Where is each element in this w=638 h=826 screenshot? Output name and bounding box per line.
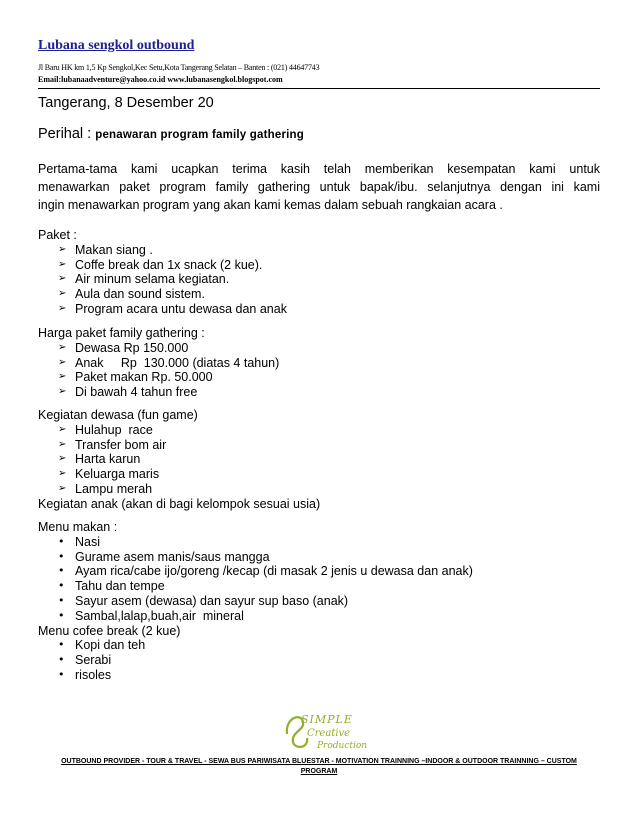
- bullet-dot-icon: •: [58, 593, 65, 607]
- bullet-dot-icon: •: [58, 638, 65, 652]
- footer: [38, 757, 600, 777]
- bullet-dot-icon: •: [58, 579, 65, 593]
- list-item: ➢ Paket makan Rp. 50.000: [58, 370, 213, 385]
- arrow-bullet-icon: ➢: [58, 482, 67, 494]
- bullet-dot-icon: •: [58, 608, 65, 622]
- company-address: Jl Baru HK km 1,5 Kp Sengkol,Kec Setu,Kota Tangerang Selatan – Banten : (021) 44647743: [38, 63, 320, 72]
- list-item: • Nasi: [58, 534, 101, 549]
- subject-label: Perihal :: [38, 126, 96, 142]
- list-item: • Tahu dan tempe: [58, 579, 165, 594]
- menu-list: [38, 535, 473, 624]
- logo-line3: Production: [317, 741, 368, 751]
- list-item: • Sayur asem (dewasa) dan sayur sup baso (anak): [58, 593, 349, 608]
- harga-heading: Harga paket family gathering :: [38, 326, 205, 340]
- list-item: ➢ Dewasa Rp 150.000: [58, 340, 189, 355]
- arrow-bullet-icon: ➢: [58, 341, 67, 353]
- intro-line: menawarkan paket program family gathering untuk bapak/ibu. selanjutnya dengan ini kami: [38, 180, 600, 194]
- arrow-bullet-icon: ➢: [58, 453, 67, 465]
- arrow-bullet-icon: ➢: [58, 258, 67, 270]
- letter-date: Tangerang, 8 Desember 20: [38, 95, 214, 111]
- logo-line1: SIMPLE: [301, 713, 353, 726]
- cofee-heading: Menu cofee break (2 kue): [38, 623, 181, 638]
- list-item: ➢ Coffe break dan 1x snack (2 kue).: [58, 257, 263, 272]
- arrow-bullet-icon: ➢: [58, 273, 67, 285]
- intro-line: ingin menawarkan program yang akan kami kemas dalam sebuah rangkaian acara .: [38, 198, 503, 212]
- bullet-dot-icon: •: [58, 549, 65, 563]
- letter-subject: [38, 126, 304, 142]
- arrow-bullet-icon: ➢: [58, 423, 67, 435]
- menu-section: [38, 520, 473, 683]
- arrow-bullet-icon: ➢: [58, 468, 67, 480]
- list-item: ➢ Di bawah 4 tahun free: [58, 385, 198, 400]
- list-item: ➢ Air minum selama kegiatan.: [58, 272, 230, 287]
- list-item: ➢ Keluarga maris: [58, 467, 160, 482]
- menu-heading: Menu makan :: [38, 520, 118, 534]
- list-item: • Gurame asem manis/saus mangga: [58, 549, 270, 564]
- list-item: ➢ Program acara untu dewasa dan anak: [58, 301, 287, 316]
- list-item: ➢ Anak Rp 130.000 (diatas 4 tahun): [58, 355, 280, 370]
- list-item: ➢ Lampu merah: [58, 481, 153, 496]
- list-item: • Kopi dan teh: [58, 638, 146, 653]
- arrow-bullet-icon: ➢: [58, 371, 67, 383]
- footer-line: PROGRAM: [300, 768, 338, 775]
- simple-creative-logo: [283, 708, 369, 753]
- list-item: • Ayam rica/cabe ijo/goreng /kecap (di masak 2 jenis u dewasa dan anak): [58, 564, 473, 579]
- intro-paragraph: [38, 160, 600, 214]
- header-divider: [38, 88, 600, 89]
- bullet-dot-icon: •: [58, 667, 65, 681]
- harga-list: [38, 341, 279, 400]
- kegiatan-section: [38, 408, 320, 512]
- bullet-dot-icon: •: [58, 653, 65, 667]
- list-item: ➢ Makan siang .: [58, 242, 153, 257]
- arrow-bullet-icon: ➢: [58, 438, 67, 450]
- list-item: ➢ Transfer bom air: [58, 437, 167, 452]
- paket-list: [38, 243, 287, 317]
- company-name: Lubana sengkol outbound: [38, 38, 195, 53]
- subject-value: penawaran program family gathering: [95, 129, 304, 141]
- list-item: ➢ Harta karun: [58, 452, 141, 467]
- list-item: ➢ Hulahup race: [58, 422, 153, 437]
- bullet-dot-icon: •: [58, 534, 65, 548]
- bullet-dot-icon: •: [58, 564, 65, 578]
- list-item: • Serabi: [58, 653, 112, 668]
- arrow-bullet-icon: ➢: [58, 288, 67, 300]
- logo-line2: Creative: [307, 728, 351, 739]
- paket-heading: Paket :: [38, 228, 77, 242]
- kegiatan-heading: Kegiatan dewasa (fun game): [38, 408, 198, 422]
- kegiatan-anak: Kegiatan anak (akan di bagi kelompok sesuai usia): [38, 496, 321, 511]
- footer-line: OUTBOUND PROVIDER - TOUR & TRAVEL - SEWA BUS PARIWISATA BLUESTAR - MOTIVATION TRAINNING –INDOOR & OUTDOOR TRAINNING – CUSTOM: [61, 758, 577, 765]
- company-contact: Email:lubanaadventure@yahoo.co.id www.lubanasengkol.blogspot.com: [38, 75, 283, 84]
- list-item: ➢ Aula dan sound sistem.: [58, 287, 205, 302]
- paket-section: [38, 228, 287, 317]
- arrow-bullet-icon: ➢: [58, 356, 67, 368]
- harga-section: [38, 326, 279, 400]
- list-item: • risoles: [58, 667, 112, 682]
- cofee-list: [38, 638, 473, 682]
- arrow-bullet-icon: ➢: [58, 243, 67, 255]
- kegiatan-list: [38, 423, 320, 497]
- list-item: • Sambal,lalap,buah,air mineral: [58, 608, 244, 623]
- arrow-bullet-icon: ➢: [58, 386, 67, 398]
- arrow-bullet-icon: ➢: [58, 302, 67, 314]
- intro-line: Pertama-tama kami ucapkan terima kasih telah memberikan kesempatan kami untuk: [38, 162, 600, 176]
